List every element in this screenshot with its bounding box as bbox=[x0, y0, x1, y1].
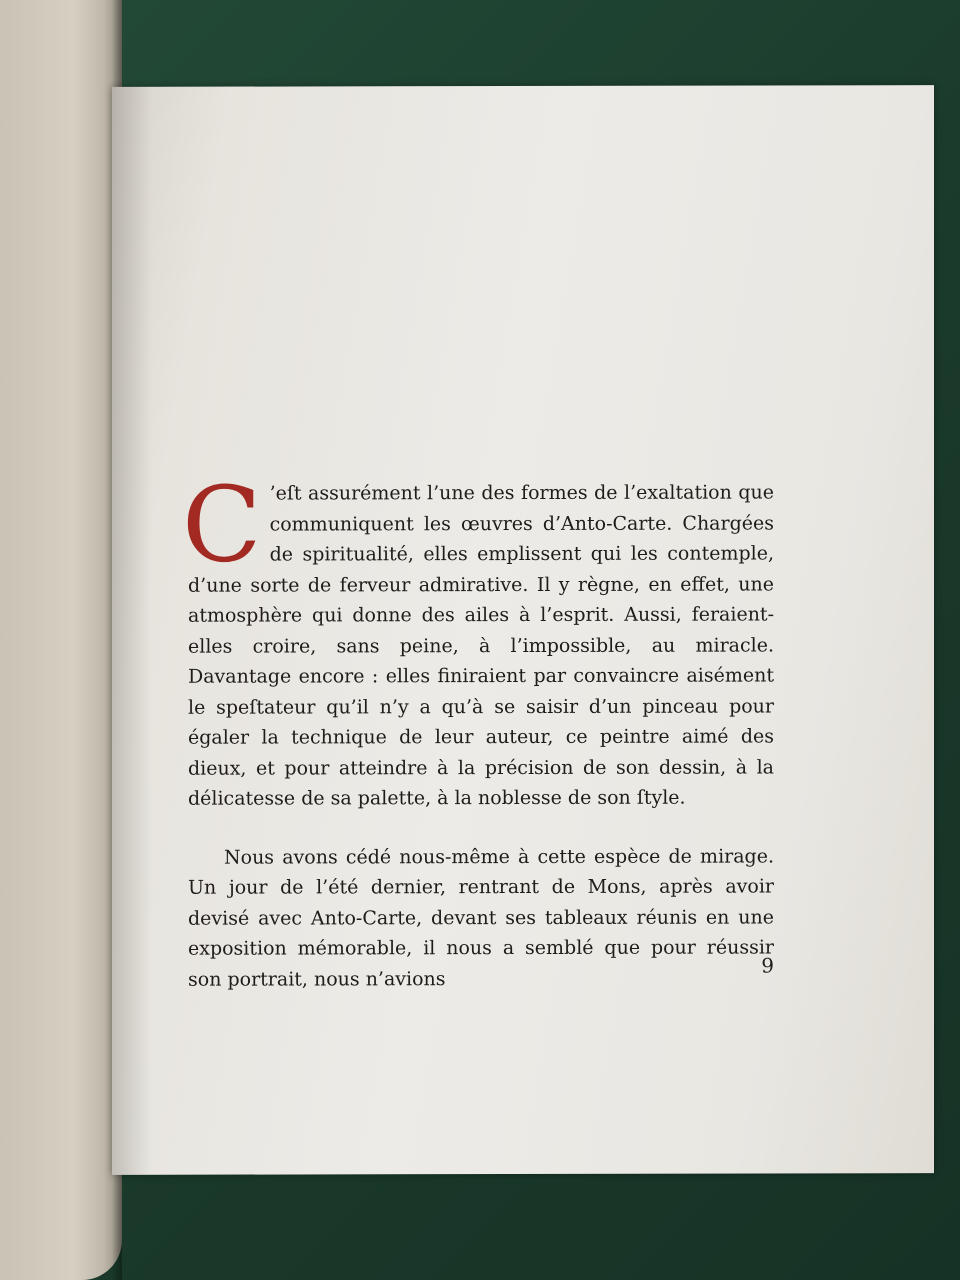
page-number: 9 bbox=[761, 953, 774, 978]
paragraph-second: Nous avons cédé nous-même à cette espèce de mirage. Un jour de l’été dernier, rentrant de Mons, après avoir devisé avec Anto-Carte, devant ses tableaux réunis en une exposition mémorable, il nous a semblé que pour réussir son portrait, nous n’avions bbox=[188, 844, 774, 991]
paragraph-first bbox=[182, 463, 774, 814]
book-page bbox=[112, 85, 934, 1175]
left-page-edge bbox=[0, 0, 122, 1280]
drop-cap: C bbox=[182, 463, 262, 586]
page-gutter-shadow bbox=[112, 87, 152, 1175]
body-text bbox=[182, 463, 774, 994]
paragraph-first-text: ’eſt assurément l’une des formes de l’exaltation que communiquent les œuvres d’Anto-Carte. Chargées de spiritualité, elles emplissent qui les contemple, d’une sorte de ferveur admirative. Il y règne, en effet, une atmosphère qui donne des ailes à l’esprit. Aussi, feraient-elles croire, sans peine, à l’impossible, au miracle. Davantage encore : elles finiraient par convaincre aisément le speſtateur qu’il n’y a qu’à se saisir d’un pinceau pour égaler la technique de leur auteur, ce peintre aimé des dieux, et pour atteindre à la précision de son dessin, à la délicatesse de sa palette, à la noblesse de son ſtyle. bbox=[188, 481, 774, 810]
